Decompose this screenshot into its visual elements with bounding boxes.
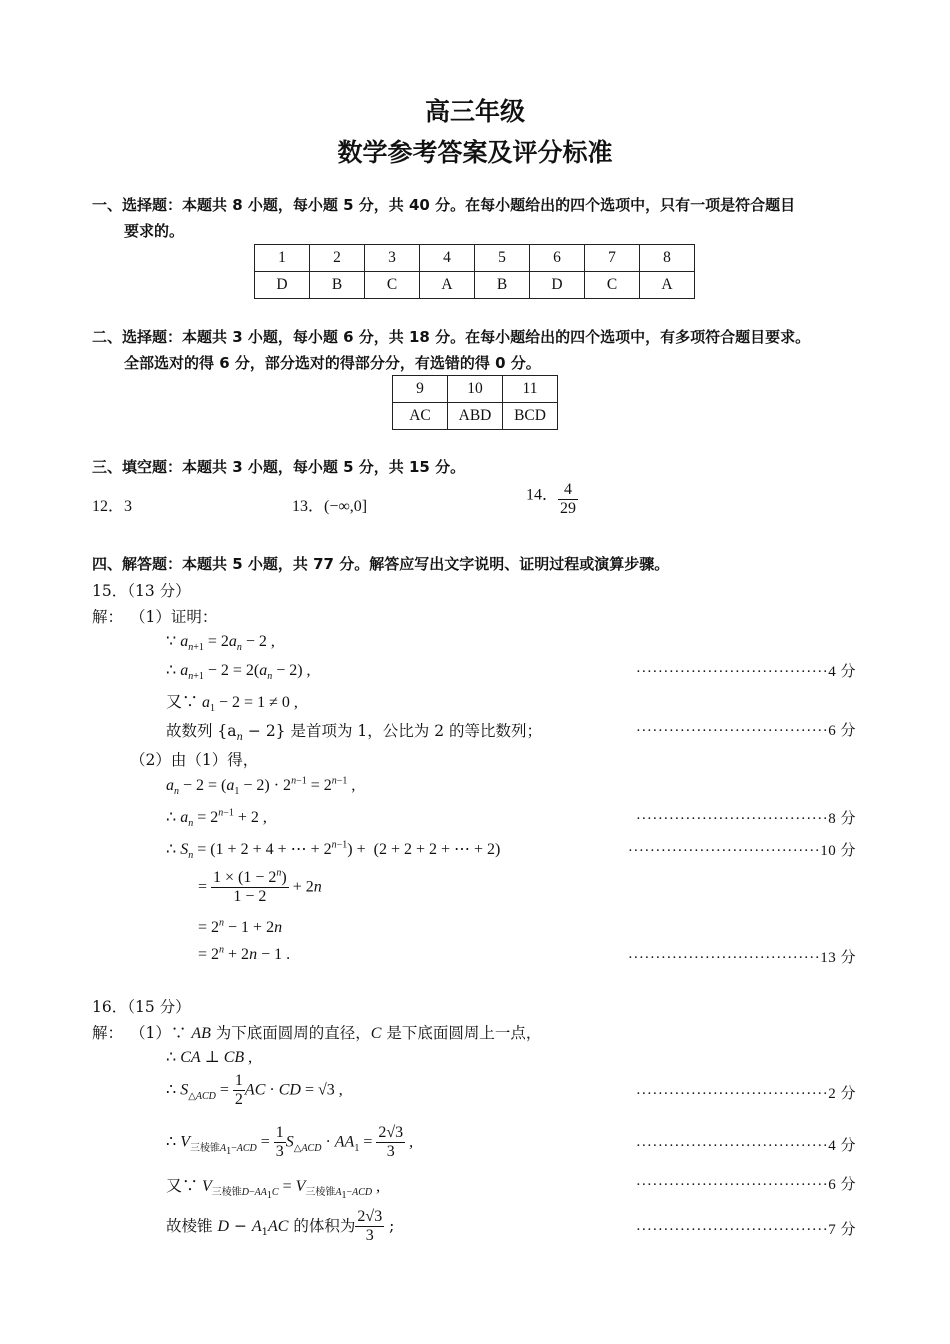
q16-step4: 又∵ $V_{三棱锥D-AA_1C} = V_{三棱锥A_1-ACD}$ ,: [166, 1178, 381, 1202]
table-cell: BCD: [503, 403, 558, 430]
table-cell: D: [255, 272, 310, 299]
q15-score-6: ···································6 分: [635, 723, 856, 739]
q16-step5: 故棱锥 $D - A_1AC$ 的体积为 $\frac{2√3}{3}$ ;: [166, 1208, 395, 1245]
table-cell: 8: [640, 245, 695, 272]
q12-answer: 12．3: [92, 498, 133, 515]
table-cell: 5: [475, 245, 530, 272]
q15-step1: ∵ $a_{n+1} = 2a_n - 2$ ,: [166, 633, 275, 654]
q15-step10: = $2^n + 2n - 1$ .: [198, 944, 291, 963]
q15-score-8: ···································8 分: [635, 811, 856, 827]
table-cell: A: [420, 272, 475, 299]
q15-score-4: ···································4 分: [635, 664, 856, 680]
q16-step1: ∴ CA ⊥ CB ,: [166, 1049, 253, 1066]
table-cell: 3: [365, 245, 420, 272]
section2-line2: 全部选对的得 6 分，部分选对的得部分分，有选错的得 0 分。: [124, 354, 541, 372]
q15-score-13: ···································13 分: [627, 950, 856, 966]
q14-answer: 14． $\frac{4}{29}$: [526, 481, 577, 518]
table-cell: B: [475, 272, 530, 299]
section1-line1: 一、选择题：本题共 8 小题，每小题 5 分，共 40 分。在每小题给出的四个选项中，只有一项是符合题目: [92, 196, 796, 214]
q15-part2: （2）由（1）得，: [130, 751, 259, 769]
table-cell: 9: [393, 376, 448, 403]
q16-score-7: ···································7 分: [635, 1222, 856, 1238]
q15-jie: 解：: [92, 608, 124, 626]
q15-step8: = $\frac{1 \times (1 - 2^n)}{1 - 2}$ + 2n: [198, 867, 322, 906]
table-cell: C: [585, 272, 640, 299]
table-cell: 1: [255, 245, 310, 272]
q16-step3: ∴ $V_{三棱锥A_1-ACD}$ = $\frac{1}{3}$ $S_{\triangle ACD} \cdot AA_1$ = $\frac{2√3}{3}$ ,: [166, 1124, 414, 1161]
q16-score-4: ···································4 分: [635, 1138, 856, 1154]
table-cell: AC: [393, 403, 448, 430]
q16-jie: 解：: [92, 1024, 124, 1042]
q16-score-2: ···································2 分: [635, 1086, 856, 1102]
answer-table-2: [392, 375, 558, 430]
q16-part1-line: （1）∵ AB 为下底面圆周的直径，C 是下底面圆周上一点，: [130, 1024, 542, 1042]
section1-line2: 要求的。: [124, 222, 185, 240]
q15-header: 15．（13 分）: [92, 582, 191, 600]
q15-step4: 故数列 $\{a_n - 2\}$ 是首项为 1，公比为 2 的等比数列；: [166, 722, 542, 744]
q16-step2: ∴ $S_{\triangle ACD}$ = $\frac{1}{2}$ AC · CD = √3 ,: [166, 1072, 343, 1109]
page-subtitle: 数学参考答案及评分标准: [337, 138, 613, 167]
q15-step2: ∴ $a_{n+1} - 2 = 2(a_n - 2)$ ,: [166, 662, 311, 683]
table-cell: 7: [585, 245, 640, 272]
q15-step9: = $2^n - 1 + 2n$: [198, 917, 283, 936]
q16-header: 16．（15 分）: [92, 998, 191, 1016]
table-cell: B: [310, 272, 365, 299]
table-cell: 2: [310, 245, 365, 272]
table-answer-row: [393, 403, 558, 430]
table-cell: 4: [420, 245, 475, 272]
q15-step5: $a_n - 2 = (a_1 - 2) \cdot 2^{n-1} = 2^{n-1}$ ,: [166, 775, 356, 798]
table-cell: 10: [448, 376, 503, 403]
table-cell: 11: [503, 376, 558, 403]
table-header-row: [255, 245, 695, 272]
answer-table-1: [254, 244, 695, 299]
q16-score-6: ···································6 分: [635, 1177, 856, 1193]
q15-step7: ∴ $S_n = (1 + 2 + 4$ + ⋯ + $2^{n-1}) + (2 + 2 + 2$ + ⋯ + 2): [166, 839, 501, 862]
table-cell: A: [640, 272, 695, 299]
table-answer-row: [255, 272, 695, 299]
q15-score-10: ···································10 分: [627, 843, 856, 859]
page-title: 高三年级: [424, 97, 525, 126]
q15-part1: （1）证明：: [130, 608, 218, 626]
table-cell: D: [530, 272, 585, 299]
q15-step3: 又∵ $a_1 - 2 = 1 \ne 0$ ,: [166, 694, 298, 715]
table-cell: C: [365, 272, 420, 299]
section2-line1: 二、选择题：本题共 3 小题，每小题 6 分，共 18 分。在每小题给出的四个选项中，有多项符合题目要求。: [92, 328, 811, 346]
q15-step6: ∴ $a_n = 2^{n-1} + 2$ ,: [166, 807, 267, 830]
section3-line: 三、填空题：本题共 3 小题，每小题 5 分，共 15 分。: [92, 458, 466, 476]
table-cell: 6: [530, 245, 585, 272]
table-cell: ABD: [448, 403, 503, 430]
section4-line: 四、解答题：本题共 5 小题，共 77 分。解答应写出文字说明、证明过程或演算步骤。: [92, 555, 670, 573]
table-header-row: [393, 376, 558, 403]
q13-answer: 13．(−∞,0]: [292, 498, 368, 515]
